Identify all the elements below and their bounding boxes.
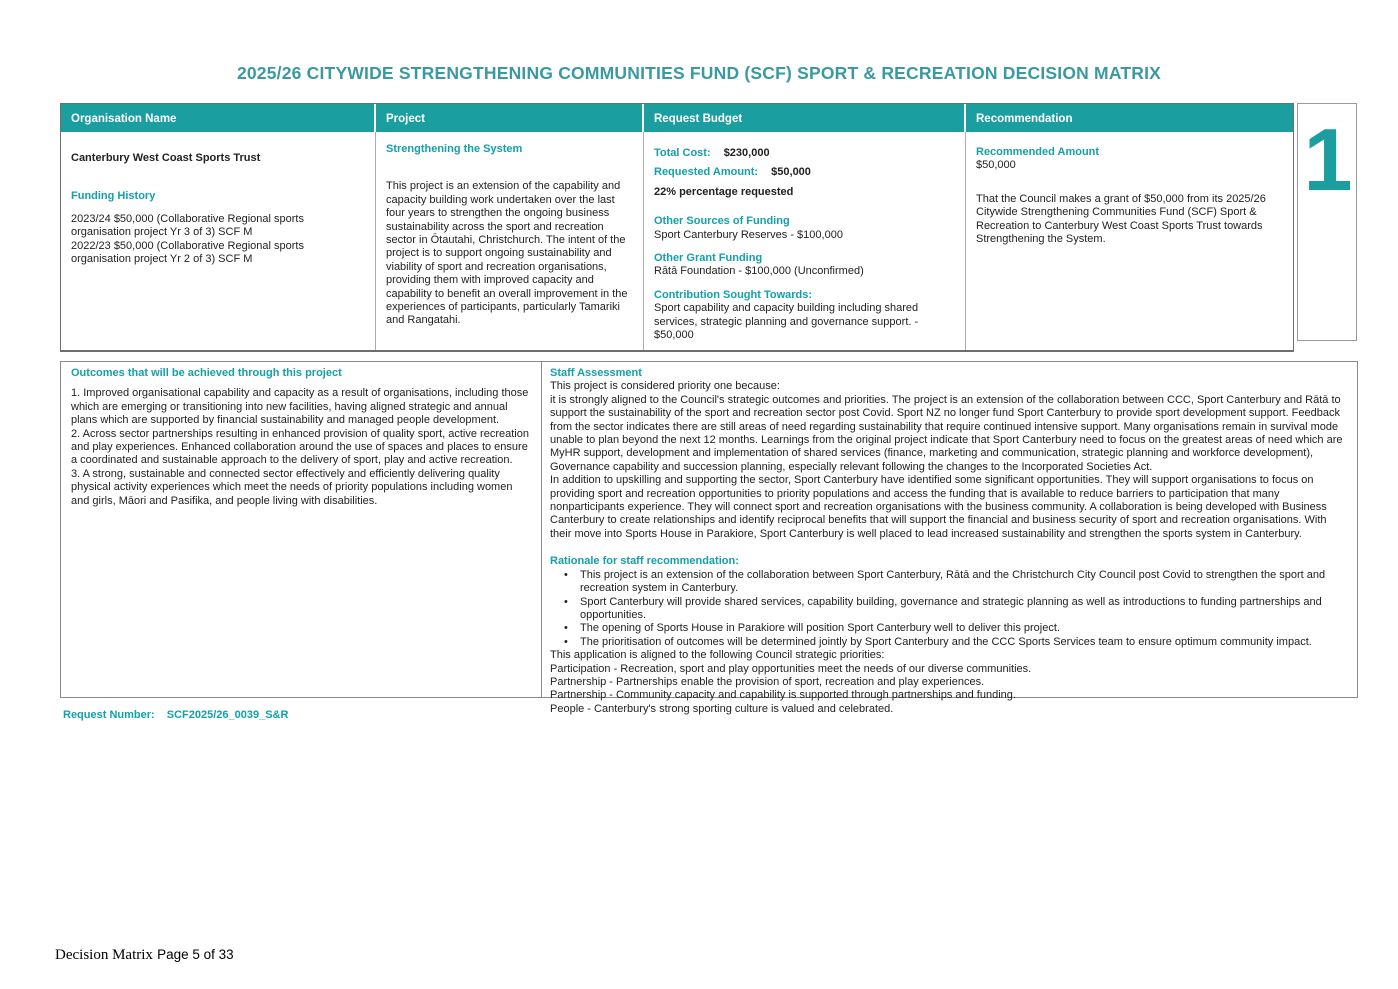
rationale-bullet: • This project is an extension of the collaboration between Sport Canterbury, Rātā and the Christchurch City Council post Covid to strengthen the sport and recreation system in Canterbury. [580, 569, 1347, 596]
project-cell [376, 132, 644, 350]
strategic-priority: Partnership - Community capacity and capability is supported through partnerships and funding. [550, 689, 1016, 702]
organisation-name: Canterbury West Coast Sports Trust [71, 152, 261, 164]
funding-history-entry: 2023/24 $50,000 (Collaborative Regional sports organisation project Yr 3 of 3) SCF M [71, 212, 304, 239]
contribution-value: Sport capability and capacity building including shared services, strategic planning and governance support. - $50,000 [654, 302, 919, 342]
outcomes-heading: Outcomes that will be achieved through this project [71, 367, 342, 379]
contribution-group [654, 289, 955, 343]
other-sources-group [654, 215, 955, 242]
strategic-priority: Participation - Recreation, sport and play opportunities meet the needs of our diverse communities. [550, 662, 1032, 675]
total-cost-value: $230,000 [723, 147, 770, 159]
staff-assessment-para: In addition to upskilling and supporting the sector, Sport Canterbury have identified some significant opportunities. They will support organisations to focus on providing sport and recreation opportunities to priority populations and access the funding that is available to reduce barriers to participation that many nonparticipants experience. They will connect sport and recreation organisations with the business community. A collaboration is being developed with Business Canterbury to create relationships and identify reciprocal benefits that will support the financial and business security of sport and recreation organisations. With their move into Sports House in Parakiore, Sport Canterbury is well placed to lead increased sustainability and strengthen the sports system in Canterbury. [550, 474, 1327, 540]
outcome-item: 3. A strong, sustainable and connected sector effectively and efficiently delivering quality physical activity experiences which meet the needs of priority populations including women and girls, Māori and Pasifika, and people living with disabilities. [71, 467, 513, 507]
funding-history [71, 213, 365, 267]
footer-document-label: Decision Matrix [55, 947, 153, 963]
total-cost-label: Total Cost: [654, 147, 711, 159]
other-sources-value: Sport Canterbury Reserves - $100,000 [654, 228, 843, 241]
other-grant-label: Other Grant Funding [654, 252, 763, 265]
outcome-item: 1. Improved organisational capability and capacity as a result of organisations, including those which are emerging or transitioning into new facilities, having aligned strategic and annual plans which are supported by financial sustainability and managed people development. [71, 387, 529, 427]
rationale-bullet: • The opening of Sports House in Parakiore will position Sport Canterbury well to deliver this project. [580, 622, 1347, 635]
table-body-row [61, 132, 1293, 350]
funding-history-entry: 2022/23 $50,000 (Collaborative Regional sports organisation project Yr 2 of 3) SCF M [71, 239, 304, 266]
other-grant-group [654, 252, 955, 279]
rationale-bullet: • The prioritisation of outcomes will be determined jointly by Sport Canterbury and the CCC Sports Services team to ensure optimum community impact. [580, 636, 1347, 649]
request-number-label: Request Number: [63, 709, 155, 721]
outcomes-cell [61, 362, 542, 697]
priority-rank-box [1297, 103, 1357, 341]
organisation-cell [61, 132, 376, 350]
staff-assessment-intro: This project is considered priority one because: [550, 380, 780, 393]
outcome-item: 2. Across sector partnerships resulting in enhanced provision of quality sport, active recreation and play experiences. Enhanced collaboration around the use of spaces and places to ensure a coordinated and sustainable approach to the delivery of sport, play and active recreation. [71, 427, 529, 467]
rationale-heading: Rationale for staff recommendation: [550, 555, 739, 568]
requested-amount-line [654, 166, 955, 179]
request-number-value: SCF2025/26_0039_S&R [166, 709, 289, 721]
staff-assessment-cell [542, 362, 1357, 715]
table-header-row [61, 104, 1293, 132]
requested-amount-value: $50,000 [771, 166, 811, 179]
recommendation-cell [966, 132, 1293, 350]
decision-matrix-table [60, 103, 1294, 352]
strategic-priority: People - Canterbury's strong sporting culture is valued and celebrated. [550, 702, 894, 715]
other-grant-value: Rātā Foundation - $100,000 (Unconfirmed) [654, 265, 864, 278]
funding-history-label: Funding History [71, 190, 156, 203]
page-footer [55, 946, 234, 964]
footer-page-number: Page 5 of 33 [157, 947, 234, 962]
staff-assessment-para: it is strongly aligned to the Council's strategic outcomes and priorities. The project is an extension of the collaboration between CCC, Sport Canterbury and Rātā to support the sustainability of the sport and recreation sector post Covid. Sport NZ no longer fund Sport Canterbury to provide sport development support. Feedback from the sector indicates there are still areas of need regarding sustainability that require continued intensive support. Many organisations remain in survival mode unable to plan beyond the next 12 months. Learnings from the original project indicate that Sport Canterbury need to focus on the greatest areas of need which are MyHR support, development and implementation of shared services (finance, marketing and communication, strategic planning and workforce development), Governance capability and succession planning, especially relevant following the changes to the Incorporated Societies Act. [550, 393, 1343, 473]
requested-amount-label: Requested Amount: [654, 166, 759, 179]
strategic-priority: Partnership - Partnerships enable the provision of sport, recreation and play experiences. [550, 675, 985, 688]
project-title: Strengthening the System [386, 143, 523, 155]
recommendation-text: That the Council makes a grant of $50,000 from its 2025/26 Citywide Strengthening Communities Fund (SCF) Sport & Recreation to Canterbury West Coast Sports Trust towards Strengthening the System. [976, 192, 1266, 246]
staff-assessment-heading: Staff Assessment [550, 367, 642, 379]
rationale-bullet: • Sport Canterbury will provide shared services, capability building, governance and strategic planning as well as introductions to funding partnerships and opportunities. [580, 596, 1347, 623]
priority-rank-number: 1 [1303, 110, 1351, 209]
header-request-budget: Request Budget [644, 104, 966, 132]
request-budget-cell [644, 132, 966, 350]
aligned-priorities-intro: This application is aligned to the following Council strategic priorities: [550, 649, 885, 662]
recommended-amount-value: $50,000 [976, 159, 1016, 172]
header-project: Project [376, 104, 644, 132]
page-title: 2025/26 CITYWIDE STRENGTHENING COMMUNITIES FUND (SCF) SPORT & RECREATION DECISION MATRIX [236, 63, 1162, 83]
percentage-requested: 22% percentage requested [654, 185, 794, 198]
total-cost-line [654, 147, 955, 160]
project-description: This project is an extension of the capability and capacity building work undertaken over the last four years to strengthen the ongoing business sustainability across the sport and recreation sector in Ōtautahi, Christchurch. The intent of the project is to support ongoing sustainability and viability of sport and recreation organisations, providing them with improved capacity and capability to benefit an overall improvement in the experiences of participants, particularly Tamariki and Rangatahi. [386, 180, 628, 327]
rationale-bullet-list [550, 569, 1347, 649]
contribution-label: Contribution Sought Towards: [654, 288, 813, 301]
outcomes-list [71, 387, 529, 508]
header-recommendation: Recommendation [976, 113, 1073, 125]
header-organisation-name: Organisation Name [61, 104, 376, 132]
other-sources-label: Other Sources of Funding [654, 215, 790, 228]
recommended-amount-label: Recommended Amount [976, 146, 1100, 158]
request-number [63, 709, 288, 721]
